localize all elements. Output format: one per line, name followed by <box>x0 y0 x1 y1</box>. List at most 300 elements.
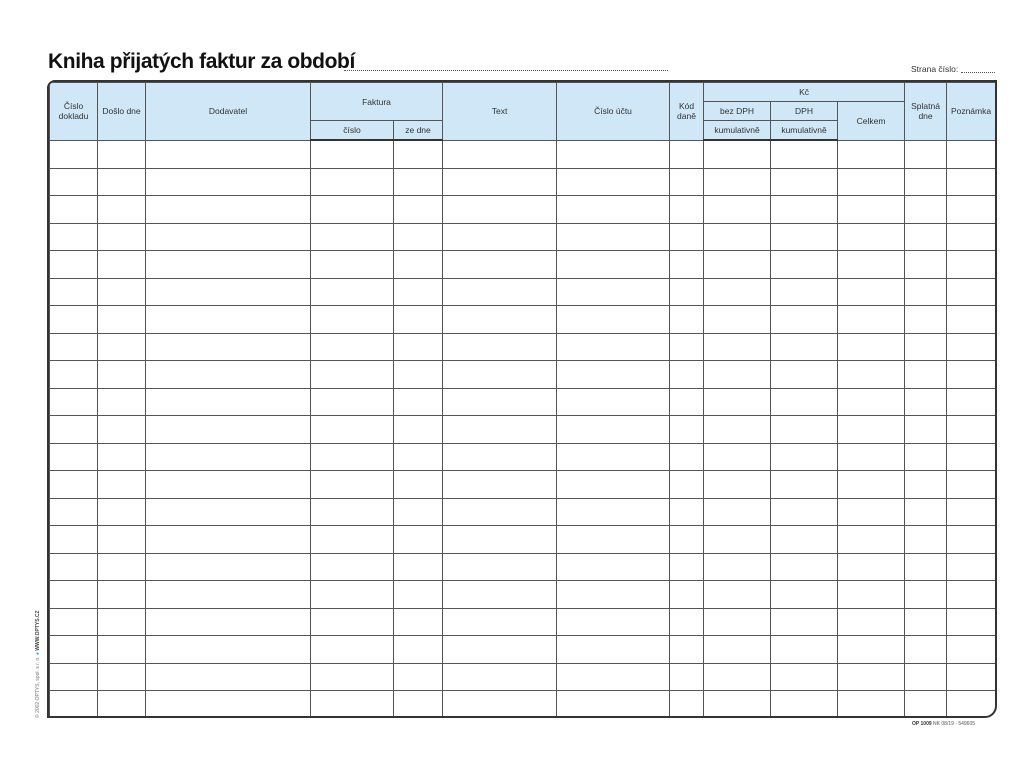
table-cell[interactable] <box>905 196 947 224</box>
table-cell[interactable] <box>557 361 670 389</box>
table-cell[interactable] <box>443 636 557 664</box>
table-cell[interactable] <box>146 608 311 636</box>
table-cell[interactable] <box>905 581 947 609</box>
table-row <box>50 663 996 691</box>
table-cell[interactable] <box>443 168 557 196</box>
table-cell[interactable] <box>394 636 443 664</box>
table-cell[interactable] <box>947 306 996 334</box>
table-cell[interactable] <box>98 196 146 224</box>
table-cell[interactable] <box>311 443 394 471</box>
table-cell[interactable] <box>771 663 838 691</box>
table-cell[interactable] <box>146 443 311 471</box>
table-row <box>50 333 996 361</box>
table-cell[interactable] <box>311 498 394 526</box>
table-cell[interactable] <box>50 251 98 279</box>
table-cell[interactable] <box>50 196 98 224</box>
table-cell[interactable] <box>557 333 670 361</box>
table-cell[interactable] <box>50 443 98 471</box>
table-cell[interactable] <box>771 140 838 168</box>
table-cell[interactable] <box>50 691 98 719</box>
table-cell[interactable] <box>311 608 394 636</box>
table-cell[interactable] <box>704 498 771 526</box>
table-cell[interactable] <box>98 498 146 526</box>
table-cell[interactable] <box>838 691 905 719</box>
table-cell[interactable] <box>98 526 146 554</box>
table-cell[interactable] <box>557 388 670 416</box>
table-cell[interactable] <box>771 553 838 581</box>
table-cell[interactable] <box>394 223 443 251</box>
table-cell[interactable] <box>905 168 947 196</box>
table-cell[interactable] <box>838 526 905 554</box>
table-cell[interactable] <box>838 608 905 636</box>
table-cell[interactable] <box>557 443 670 471</box>
table-cell[interactable] <box>670 663 704 691</box>
table-cell[interactable] <box>905 663 947 691</box>
table-cell[interactable] <box>947 223 996 251</box>
table-cell[interactable] <box>443 443 557 471</box>
table-cell[interactable] <box>98 691 146 719</box>
table-cell[interactable] <box>311 361 394 389</box>
table-cell[interactable] <box>905 140 947 168</box>
table-cell[interactable] <box>443 581 557 609</box>
header-cumulative-vat: kumulativně <box>771 121 838 141</box>
table-cell[interactable] <box>771 471 838 499</box>
table-cell[interactable] <box>947 388 996 416</box>
table-cell[interactable] <box>311 691 394 719</box>
table-cell[interactable] <box>443 306 557 334</box>
table-cell[interactable] <box>905 361 947 389</box>
table-cell[interactable] <box>670 306 704 334</box>
table-cell[interactable] <box>98 223 146 251</box>
table-cell[interactable] <box>905 416 947 444</box>
table-cell[interactable] <box>704 196 771 224</box>
table-cell[interactable] <box>704 278 771 306</box>
table-cell[interactable] <box>443 278 557 306</box>
table-cell[interactable] <box>50 168 98 196</box>
table-cell[interactable] <box>838 498 905 526</box>
table-cell[interactable] <box>670 691 704 719</box>
table-cell[interactable] <box>557 416 670 444</box>
table-cell[interactable] <box>704 140 771 168</box>
table-cell[interactable] <box>838 196 905 224</box>
table-cell[interactable] <box>838 636 905 664</box>
table-cell[interactable] <box>443 333 557 361</box>
table-cell[interactable] <box>146 636 311 664</box>
table-cell[interactable] <box>947 140 996 168</box>
table-cell[interactable] <box>394 306 443 334</box>
table-row <box>50 636 996 664</box>
website-text: WWW.OPTYS.CZ <box>35 610 41 651</box>
table-cell[interactable] <box>771 608 838 636</box>
table-cell[interactable] <box>771 251 838 279</box>
table-cell[interactable] <box>98 416 146 444</box>
table-cell[interactable] <box>394 140 443 168</box>
table-row <box>50 498 996 526</box>
table-cell[interactable] <box>146 278 311 306</box>
table-cell[interactable] <box>670 416 704 444</box>
table-cell[interactable] <box>670 140 704 168</box>
table-cell[interactable] <box>98 636 146 664</box>
table-cell[interactable] <box>98 663 146 691</box>
table-cell[interactable] <box>704 168 771 196</box>
table-cell[interactable] <box>98 608 146 636</box>
table-cell[interactable] <box>838 581 905 609</box>
table-cell[interactable] <box>838 443 905 471</box>
table-cell[interactable] <box>771 333 838 361</box>
table-cell[interactable] <box>50 526 98 554</box>
table-cell[interactable] <box>557 168 670 196</box>
table-cell[interactable] <box>146 691 311 719</box>
table-cell[interactable] <box>704 443 771 471</box>
table-cell[interactable] <box>905 471 947 499</box>
table-cell[interactable] <box>670 443 704 471</box>
table-cell[interactable] <box>771 278 838 306</box>
header-received: Došlo dne <box>98 83 146 141</box>
table-cell[interactable] <box>394 333 443 361</box>
table-cell[interactable] <box>704 526 771 554</box>
table-cell[interactable] <box>146 388 311 416</box>
table-cell[interactable] <box>905 223 947 251</box>
table-cell[interactable] <box>443 388 557 416</box>
table-cell[interactable] <box>670 196 704 224</box>
table-cell[interactable] <box>838 168 905 196</box>
table-cell[interactable] <box>50 140 98 168</box>
table-cell[interactable] <box>704 416 771 444</box>
table-cell[interactable] <box>98 553 146 581</box>
table-cell[interactable] <box>557 581 670 609</box>
table-cell[interactable] <box>146 526 311 554</box>
table-cell[interactable] <box>771 416 838 444</box>
header-due: Splatná dne <box>905 83 947 141</box>
table-cell[interactable] <box>146 168 311 196</box>
table-cell[interactable] <box>838 140 905 168</box>
table-cell[interactable] <box>771 196 838 224</box>
table-cell[interactable] <box>311 196 394 224</box>
table-row <box>50 168 996 196</box>
table-cell[interactable] <box>146 581 311 609</box>
table-cell[interactable] <box>311 140 394 168</box>
table-cell[interactable] <box>98 333 146 361</box>
table-cell[interactable] <box>394 581 443 609</box>
table-cell[interactable] <box>947 168 996 196</box>
table-cell[interactable] <box>557 608 670 636</box>
table-row <box>50 526 996 554</box>
table-cell[interactable] <box>443 416 557 444</box>
table-cell[interactable] <box>50 553 98 581</box>
table-cell[interactable] <box>704 388 771 416</box>
table-cell[interactable] <box>98 581 146 609</box>
form-code-details: NK 08/19 · 549605 <box>933 721 976 727</box>
table-cell[interactable] <box>50 361 98 389</box>
table-cell[interactable] <box>947 333 996 361</box>
table-cell[interactable] <box>905 251 947 279</box>
table-cell[interactable] <box>838 553 905 581</box>
table-cell[interactable] <box>311 526 394 554</box>
table-cell[interactable] <box>771 636 838 664</box>
table-cell[interactable] <box>670 553 704 581</box>
ledger-frame <box>47 80 997 718</box>
table-cell[interactable] <box>905 608 947 636</box>
table-cell[interactable] <box>947 443 996 471</box>
table-cell[interactable] <box>394 526 443 554</box>
table-cell[interactable] <box>146 553 311 581</box>
header-supplier: Dodavatel <box>146 83 311 141</box>
table-cell[interactable] <box>443 361 557 389</box>
table-cell[interactable] <box>771 361 838 389</box>
table-row <box>50 581 996 609</box>
table-cell[interactable] <box>670 333 704 361</box>
table-cell[interactable] <box>146 251 311 279</box>
table-cell[interactable] <box>394 251 443 279</box>
table-cell[interactable] <box>443 498 557 526</box>
table-cell[interactable] <box>394 361 443 389</box>
table-cell[interactable] <box>443 553 557 581</box>
table-cell[interactable] <box>947 471 996 499</box>
table-cell[interactable] <box>98 278 146 306</box>
table-cell[interactable] <box>947 361 996 389</box>
table-cell[interactable] <box>146 663 311 691</box>
table-cell[interactable] <box>670 471 704 499</box>
table-row <box>50 691 996 719</box>
table-cell[interactable] <box>443 526 557 554</box>
table-cell[interactable] <box>50 581 98 609</box>
table-cell[interactable] <box>146 333 311 361</box>
table-cell[interactable] <box>98 168 146 196</box>
table-cell[interactable] <box>771 223 838 251</box>
table-cell[interactable] <box>50 306 98 334</box>
table-cell[interactable] <box>670 608 704 636</box>
table-cell[interactable] <box>947 196 996 224</box>
table-cell[interactable] <box>98 388 146 416</box>
table-cell[interactable] <box>771 526 838 554</box>
table-cell[interactable] <box>394 196 443 224</box>
table-cell[interactable] <box>443 251 557 279</box>
table-cell[interactable] <box>311 278 394 306</box>
table-cell[interactable] <box>557 306 670 334</box>
table-row <box>50 251 996 279</box>
table-cell[interactable] <box>704 636 771 664</box>
table-cell[interactable] <box>905 333 947 361</box>
table-cell[interactable] <box>947 663 996 691</box>
table-cell[interactable] <box>50 608 98 636</box>
page-title: Kniha přijatých faktur za období <box>48 50 355 73</box>
table-cell[interactable] <box>947 526 996 554</box>
header-text: Text <box>443 83 557 141</box>
table-cell[interactable] <box>394 691 443 719</box>
table-cell[interactable] <box>311 251 394 279</box>
table-cell[interactable] <box>311 471 394 499</box>
table-cell[interactable] <box>670 526 704 554</box>
table-cell[interactable] <box>905 306 947 334</box>
table-cell[interactable] <box>905 636 947 664</box>
table-cell[interactable] <box>557 140 670 168</box>
table-cell[interactable] <box>838 663 905 691</box>
table-cell[interactable] <box>311 416 394 444</box>
table-cell[interactable] <box>670 251 704 279</box>
table-cell[interactable] <box>146 361 311 389</box>
table-cell[interactable] <box>557 498 670 526</box>
table-cell[interactable] <box>50 636 98 664</box>
table-cell[interactable] <box>670 388 704 416</box>
table-cell[interactable] <box>704 361 771 389</box>
table-cell[interactable] <box>838 388 905 416</box>
header-invoice-number: číslo <box>311 121 394 141</box>
table-cell[interactable] <box>771 498 838 526</box>
table-cell[interactable] <box>771 168 838 196</box>
table-cell[interactable] <box>146 140 311 168</box>
table-cell[interactable] <box>557 223 670 251</box>
table-cell[interactable] <box>50 498 98 526</box>
table-cell[interactable] <box>557 553 670 581</box>
table-cell[interactable] <box>838 251 905 279</box>
table-cell[interactable] <box>704 581 771 609</box>
table-cell[interactable] <box>704 608 771 636</box>
table-cell[interactable] <box>704 251 771 279</box>
table-cell[interactable] <box>771 691 838 719</box>
form-code <box>912 721 975 727</box>
table-cell[interactable] <box>557 636 670 664</box>
table-cell[interactable] <box>905 388 947 416</box>
header-invoice: Faktura <box>311 83 443 121</box>
table-cell[interactable] <box>311 636 394 664</box>
table-cell[interactable] <box>394 443 443 471</box>
table-cell[interactable] <box>704 306 771 334</box>
table-cell[interactable] <box>557 526 670 554</box>
table-cell[interactable] <box>557 278 670 306</box>
table-cell[interactable] <box>704 333 771 361</box>
table-cell[interactable] <box>394 388 443 416</box>
table-cell[interactable] <box>670 361 704 389</box>
table-cell[interactable] <box>443 196 557 224</box>
table-cell[interactable] <box>394 553 443 581</box>
table-cell[interactable] <box>50 471 98 499</box>
table-row <box>50 223 996 251</box>
table-cell[interactable] <box>905 553 947 581</box>
table-cell[interactable] <box>670 498 704 526</box>
table-cell[interactable] <box>947 691 996 719</box>
table-cell[interactable] <box>838 278 905 306</box>
table-cell[interactable] <box>771 388 838 416</box>
table-cell[interactable] <box>443 608 557 636</box>
table-cell[interactable] <box>98 443 146 471</box>
table-cell[interactable] <box>50 278 98 306</box>
table-cell[interactable] <box>394 278 443 306</box>
table-cell[interactable] <box>905 526 947 554</box>
table-cell[interactable] <box>947 278 996 306</box>
table-cell[interactable] <box>146 196 311 224</box>
table-cell[interactable] <box>947 553 996 581</box>
table-cell[interactable] <box>311 553 394 581</box>
table-cell[interactable] <box>98 140 146 168</box>
table-cell[interactable] <box>947 608 996 636</box>
table-cell[interactable] <box>311 388 394 416</box>
table-cell[interactable] <box>98 471 146 499</box>
table-cell[interactable] <box>50 333 98 361</box>
table-cell[interactable] <box>905 443 947 471</box>
table-cell[interactable] <box>394 663 443 691</box>
period-line <box>344 70 668 71</box>
table-cell[interactable] <box>98 361 146 389</box>
table-cell[interactable] <box>838 223 905 251</box>
table-cell[interactable] <box>838 333 905 361</box>
table-cell[interactable] <box>146 498 311 526</box>
table-cell[interactable] <box>905 498 947 526</box>
table-cell[interactable] <box>394 498 443 526</box>
table-cell[interactable] <box>98 251 146 279</box>
table-cell[interactable] <box>394 416 443 444</box>
table-cell[interactable] <box>838 361 905 389</box>
table-cell[interactable] <box>905 278 947 306</box>
table-cell[interactable] <box>557 663 670 691</box>
table-cell[interactable] <box>311 333 394 361</box>
table-cell[interactable] <box>443 663 557 691</box>
table-cell[interactable] <box>947 251 996 279</box>
table-cell[interactable] <box>50 416 98 444</box>
table-cell[interactable] <box>838 416 905 444</box>
table-cell[interactable] <box>311 581 394 609</box>
table-cell[interactable] <box>146 416 311 444</box>
table-cell[interactable] <box>98 306 146 334</box>
table-cell[interactable] <box>670 581 704 609</box>
header-note: Poznámka <box>947 83 996 141</box>
table-cell[interactable] <box>146 223 311 251</box>
table-cell[interactable] <box>704 223 771 251</box>
table-cell[interactable] <box>394 168 443 196</box>
table-cell[interactable] <box>704 663 771 691</box>
table-cell[interactable] <box>50 663 98 691</box>
table-cell[interactable] <box>557 251 670 279</box>
table-cell[interactable] <box>146 306 311 334</box>
table-cell[interactable] <box>670 636 704 664</box>
table-cell[interactable] <box>704 471 771 499</box>
table-cell[interactable] <box>50 388 98 416</box>
table-cell[interactable] <box>838 471 905 499</box>
table-cell[interactable] <box>947 416 996 444</box>
table-cell[interactable] <box>670 278 704 306</box>
table-cell[interactable] <box>557 691 670 719</box>
table-cell[interactable] <box>905 691 947 719</box>
table-cell[interactable] <box>771 443 838 471</box>
header-account: Číslo účtu <box>557 83 670 141</box>
table-cell[interactable] <box>947 581 996 609</box>
table-cell[interactable] <box>311 223 394 251</box>
table-cell[interactable] <box>146 471 311 499</box>
table-cell[interactable] <box>311 306 394 334</box>
table-cell[interactable] <box>443 140 557 168</box>
table-cell[interactable] <box>771 306 838 334</box>
table-cell[interactable] <box>443 471 557 499</box>
table-cell[interactable] <box>947 498 996 526</box>
table-cell[interactable] <box>443 223 557 251</box>
table-cell[interactable] <box>838 306 905 334</box>
table-cell[interactable] <box>311 663 394 691</box>
table-cell[interactable] <box>771 581 838 609</box>
table-cell[interactable] <box>670 223 704 251</box>
table-cell[interactable] <box>50 223 98 251</box>
table-cell[interactable] <box>394 608 443 636</box>
table-row <box>50 471 996 499</box>
table-cell[interactable] <box>311 168 394 196</box>
table-cell[interactable] <box>947 636 996 664</box>
table-cell[interactable] <box>557 196 670 224</box>
table-cell[interactable] <box>557 471 670 499</box>
table-cell[interactable] <box>443 691 557 719</box>
table-cell[interactable] <box>670 168 704 196</box>
table-cell[interactable] <box>394 471 443 499</box>
table-cell[interactable] <box>704 691 771 719</box>
ledger-body <box>50 140 996 718</box>
table-cell[interactable] <box>704 553 771 581</box>
